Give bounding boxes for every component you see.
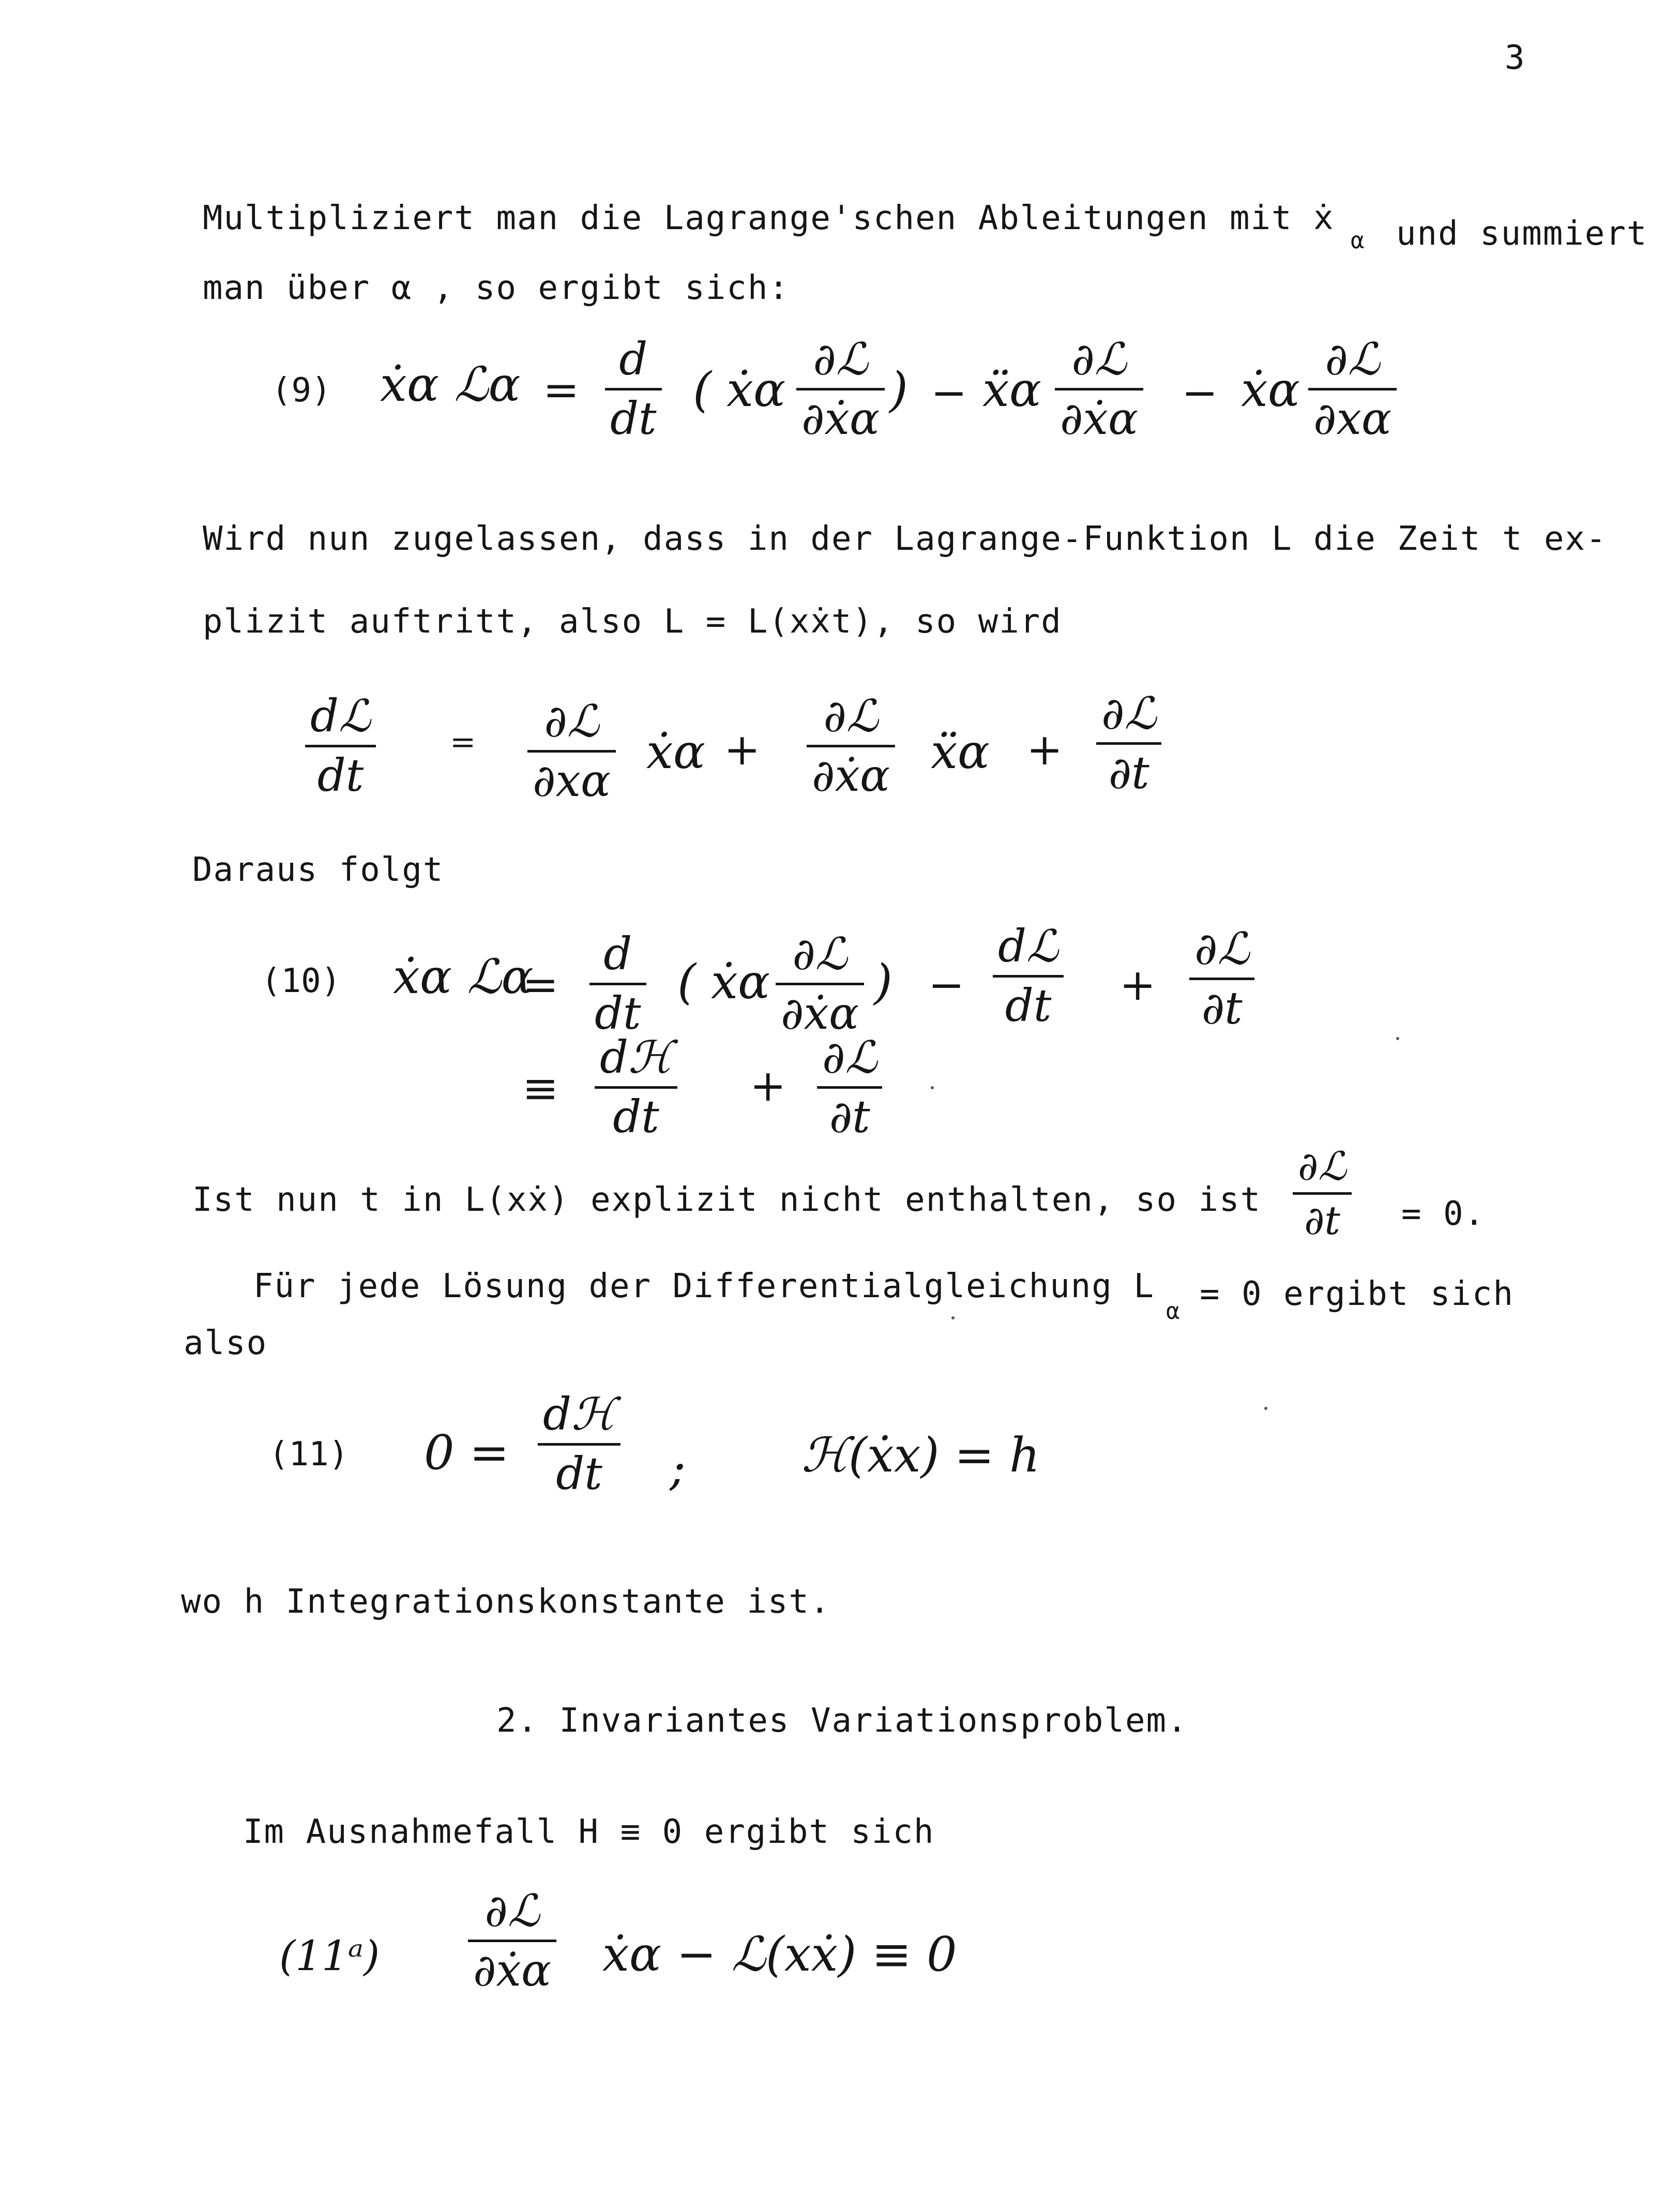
- eq9-ddt-num: d: [619, 334, 648, 385]
- equation-11-number: (11): [269, 1435, 349, 1474]
- eq9-inner-den: ∂ẋα: [801, 393, 880, 445]
- equation-9-minus-2: −: [1182, 367, 1218, 418]
- eq11-num: dℋ: [543, 1389, 616, 1440]
- paragraph-2-line-2: plizit auftritt, also L = L(xẋt), so wird: [203, 603, 1062, 641]
- eq9-f2-num: ∂ℒ: [1071, 334, 1127, 385]
- equation-10-close-paren: ): [874, 954, 892, 1010]
- td-b-num: ∂ℒ: [823, 690, 879, 742]
- equation-11-rhs: ℋ(ẋx) = h: [801, 1428, 1040, 1483]
- equation-10-frac-2: [993, 923, 1064, 1030]
- equation-10-plus: +: [1119, 959, 1156, 1010]
- equation-11a-rest: ẋα − ℒ(xẋ) ≡ 0: [602, 1927, 957, 1982]
- equation-10-equals: =: [522, 959, 559, 1010]
- equation-9-minus-1: −: [931, 367, 967, 418]
- equation-9-lhs: ẋα ℒα: [380, 357, 521, 412]
- ist-nun-line: Ist nun t in L(xẋ) explizit nicht enthalten, so ist: [192, 1181, 1262, 1219]
- equation-10-number: (10): [261, 962, 341, 1000]
- equation-9-frac-2: [1055, 336, 1143, 443]
- ist-frac-num: ∂ℒ: [1298, 1143, 1347, 1189]
- eq10-r2-num: ∂ℒ: [822, 1032, 877, 1084]
- td-b-den: ∂ẋα: [812, 750, 890, 802]
- eq9-f2-den: ∂ẋα: [1060, 393, 1139, 445]
- paragraph-1-line-1: Multipliziert man die Lagrange'schen Ableitungen mit ẋ: [203, 199, 1335, 237]
- paragraph-1-line-1-end: und summiert: [1396, 215, 1648, 253]
- equation-10-frac-3: [1189, 923, 1254, 1035]
- fuer-jede-line: Für jede Lösung der Differentialgleichung L: [253, 1267, 1155, 1305]
- eq11-den: dt: [556, 1448, 602, 1500]
- eq10-r2-den: ∂t: [829, 1091, 870, 1144]
- alpha-subscript: α: [1351, 228, 1366, 254]
- fuer-jede-alpha: α: [1166, 1298, 1181, 1325]
- ausnahmefall-line: Im Ausnahmefall H ≡ 0 ergibt sich: [243, 1813, 935, 1851]
- equation-11-separator: ;: [670, 1440, 686, 1496]
- ist-nun-equals-zero: = 0.: [1401, 1195, 1486, 1233]
- ist-frac-den: ∂t: [1304, 1197, 1340, 1243]
- total-derivative-equals: =: [450, 724, 476, 760]
- td-c-num: ∂ℒ: [1101, 688, 1157, 740]
- total-derivative-frac-b: [807, 690, 895, 802]
- fuer-jede-end: = 0 ergibt sich: [1200, 1275, 1514, 1313]
- equation-10-rhs-frac-1: [595, 1032, 677, 1144]
- equation-9-number: (9): [271, 371, 331, 410]
- equation-9-factor-3: ẋα: [1241, 362, 1300, 417]
- daraus-folgt: Daraus folgt: [192, 851, 444, 889]
- scan-speck: [931, 1086, 934, 1089]
- eq9-ddt-den: dt: [610, 393, 657, 445]
- eq9-inner-num: ∂ℒ: [813, 334, 868, 385]
- eq10-inner-num: ∂ℒ: [792, 928, 847, 980]
- wo-h-line: wo h Integrationskonstante ist.: [181, 1583, 831, 1621]
- scan-speck: [1264, 1407, 1267, 1410]
- equation-9-factor-2: ẍα: [982, 362, 1042, 417]
- eq9-f3-num: ∂ℒ: [1325, 334, 1380, 385]
- equation-9-open-paren: ( ẋα: [693, 362, 786, 417]
- td-lhs-num: dℒ: [310, 690, 371, 742]
- equation-10-minus: −: [928, 959, 965, 1010]
- page-number: 3: [1505, 39, 1526, 77]
- equation-9-inner-frac: [796, 336, 885, 443]
- total-derivative-factor-b: ẍα: [931, 724, 990, 779]
- td-lhs-den: dt: [317, 750, 364, 802]
- equation-9-equals: =: [543, 365, 580, 415]
- total-derivative-plus-1: +: [724, 724, 761, 775]
- section-heading: 2. Invariantes Variationsproblem.: [496, 1702, 1188, 1740]
- equation-9-frac-3: [1308, 336, 1397, 443]
- eq10-r1-den: dt: [613, 1091, 659, 1144]
- td-a-num: ∂ℒ: [544, 696, 599, 747]
- equation-10-plus-2: +: [750, 1060, 786, 1111]
- eq10-inner-den: ∂ẋα: [781, 988, 859, 1040]
- total-derivative-plus-2: +: [1026, 724, 1063, 775]
- equation-11-lhs: 0 =: [424, 1425, 509, 1480]
- eq10-r1-num: dℋ: [600, 1032, 673, 1084]
- equation-10-equiv: ≡: [522, 1063, 559, 1114]
- equation-10-inner-frac: [776, 928, 864, 1040]
- eq11a-num: ∂ℒ: [485, 1885, 540, 1937]
- td-a-den: ∂xα: [533, 755, 611, 807]
- equation-9-ddt: [605, 336, 662, 443]
- eq10-f2-num: dℒ: [998, 921, 1058, 972]
- eq10-ddt-den: dt: [595, 988, 641, 1040]
- equation-11-frac: [538, 1391, 620, 1498]
- total-derivative-frac-c: [1096, 688, 1161, 800]
- paragraph-1-line-2: man über α , so ergibt sich:: [203, 269, 790, 307]
- equation-10-lhs: ẋα ℒα: [393, 949, 534, 1004]
- ist-nun-partial-frac: [1293, 1143, 1352, 1243]
- scan-speck: [951, 1316, 955, 1319]
- eq10-ddt-num: d: [603, 928, 632, 980]
- total-derivative-lhs: [305, 690, 376, 802]
- eq10-f3-num: ∂ℒ: [1194, 923, 1250, 975]
- equation-10-ddt: [589, 928, 646, 1040]
- equation-9-close-paren: ): [889, 362, 908, 417]
- eq10-f2-den: dt: [1005, 980, 1052, 1032]
- eq10-f3-den: ∂t: [1201, 983, 1243, 1035]
- equation-10-open-paren: ( ẋα: [677, 954, 770, 1010]
- equation-11a-frac: [468, 1885, 556, 1997]
- equation-10-rhs-frac-2: [817, 1032, 882, 1144]
- also-word: also: [184, 1324, 268, 1362]
- scan-speck: [1396, 1037, 1399, 1040]
- total-derivative-factor-a: ẋα: [646, 724, 706, 779]
- equation-11a-number: (11ᵃ): [279, 1932, 380, 1980]
- paragraph-2-line-1: Wird nun zugelassen, dass in der Lagrange-Funktion L die Zeit t ex-: [203, 520, 1607, 558]
- total-derivative-frac-a: [527, 698, 616, 805]
- eq11a-den: ∂ẋα: [473, 1945, 552, 1997]
- td-c-den: ∂t: [1108, 747, 1149, 800]
- eq9-f3-den: ∂xα: [1313, 393, 1392, 445]
